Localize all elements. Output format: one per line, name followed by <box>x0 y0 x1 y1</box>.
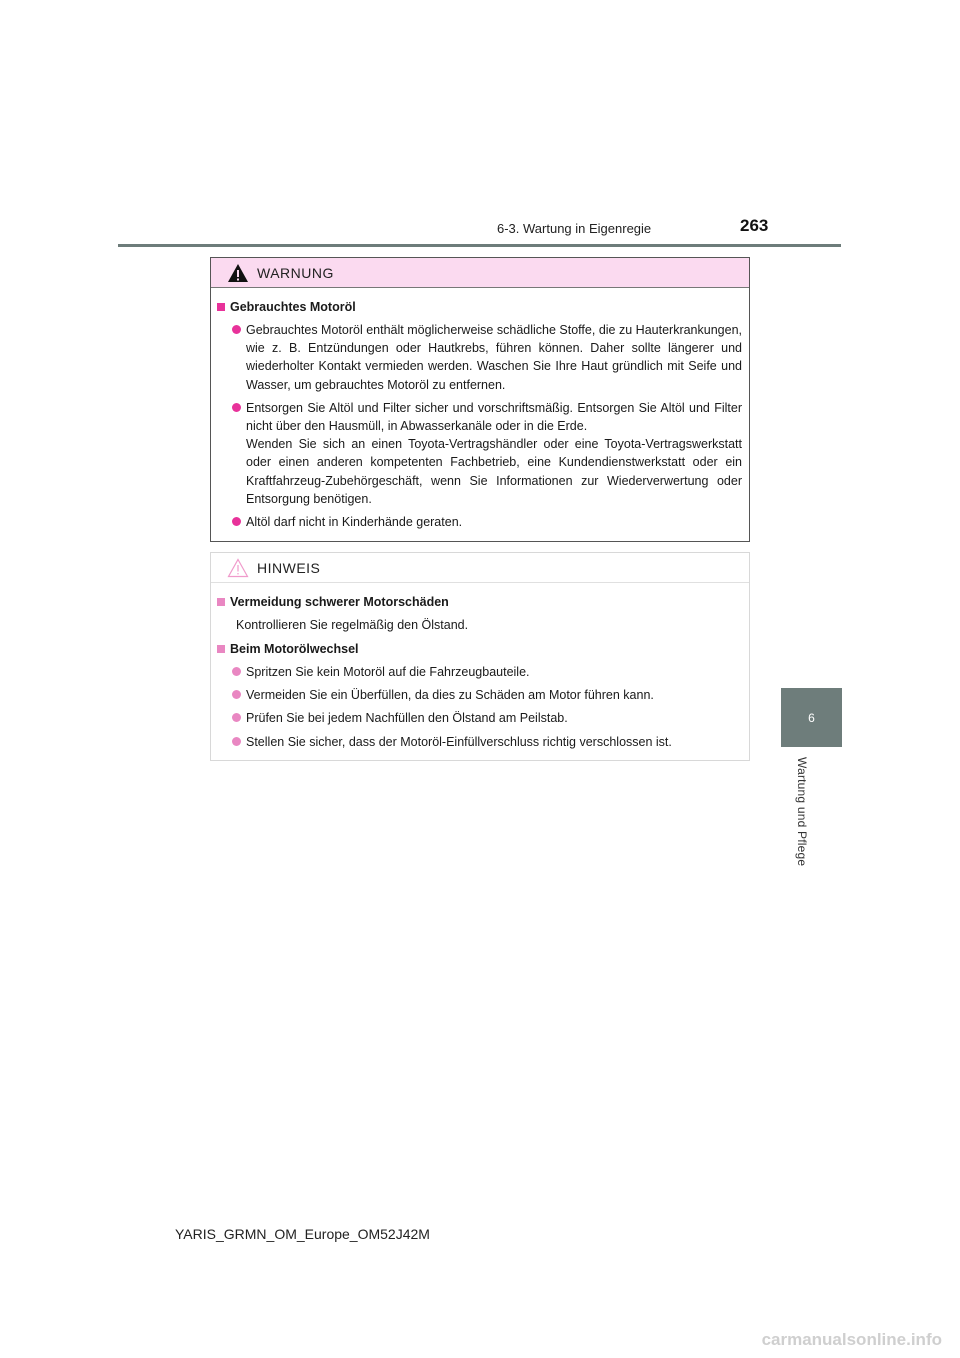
chapter-number: 6 <box>808 710 815 725</box>
list-item <box>217 663 742 681</box>
list-item-text <box>246 399 742 508</box>
list-item-text: Spritzen Sie kein Motoröl auf die Fahrzeugbauteile. <box>246 665 530 679</box>
warning-title: WARNUNG <box>257 264 334 281</box>
notice-section-title <box>217 595 742 609</box>
list-item <box>217 513 742 531</box>
warning-section-title <box>217 300 742 314</box>
watermark: carmanualsonline.info <box>761 1330 942 1349</box>
page-number: 263 <box>740 216 769 235</box>
list-item-text: Altöl darf nicht in Kinderhände geraten. <box>246 515 463 530</box>
warning-header <box>211 258 749 288</box>
notice-header <box>211 553 749 583</box>
list-item <box>217 733 742 751</box>
warning-box <box>210 257 750 542</box>
bullet-dot-icon <box>232 403 241 412</box>
list-item-text: Prüfen Sie bei jedem Nachfüllen den Ölstand am Peilstab. <box>246 711 568 726</box>
notice-section-title <box>217 642 742 656</box>
list-item <box>217 399 742 508</box>
list-item-text-part: Entsorgen Sie Altöl und Filter sicher und vorschriftsmäßig. Entsorgen Sie Altöl und Filter nicht über den Hausmüll, in Abwasserkanäle oder in die Erde. <box>246 400 742 434</box>
list-item-text: Vermeiden Sie ein Überfüllen, da dies zu Schäden am Motor führen kann. <box>246 688 654 703</box>
warning-section-title-text: Gebrauchtes Motoröl <box>230 300 356 314</box>
chapter-label: Wartung und Pflege <box>795 757 809 867</box>
list-item <box>217 709 742 727</box>
square-bullet-icon <box>217 303 225 311</box>
header-divider <box>118 244 841 247</box>
document-id: YARIS_GRMN_OM_Europe_OM52J42M <box>175 1226 430 1242</box>
notice-section-title-text: Beim Motorölwechsel <box>230 642 359 656</box>
warning-triangle-icon <box>227 263 249 283</box>
list-item-text: Gebrauchtes Motoröl enthält möglicherweise schädliche Stoffe, die zu Hauterkrankungen, wie z. B. Entzündungen oder Hautkrebs, führen können. Daher sollte längerer und wiederholter Kontakt vermieden werden. Waschen Sie Ihre Haut gründlich mit Seife und Wasser, um gebrauchtes Motoröl zu entfernen. <box>246 323 742 392</box>
bullet-dot-icon <box>232 690 241 699</box>
list-item-text: Stellen Sie sicher, dass der Motoröl-Einfüllverschluss richtig verschlossen ist. <box>246 734 672 749</box>
bullet-dot-icon <box>232 713 241 722</box>
warning-body <box>211 288 749 531</box>
notice-section-title-text: Vermeidung schwerer Motorschäden <box>230 595 449 609</box>
notice-body <box>211 583 749 751</box>
header-section-title: 6-3. Wartung in Eigenregie <box>497 221 652 236</box>
chapter-tab <box>781 688 842 747</box>
caution-triangle-icon <box>227 558 249 578</box>
bullet-dot-icon <box>232 737 241 746</box>
list-item <box>217 321 742 394</box>
list-item <box>217 686 742 704</box>
bullet-dot-icon <box>232 667 241 676</box>
bullet-dot-icon <box>232 325 241 334</box>
square-bullet-icon <box>217 598 225 606</box>
bullet-dot-icon <box>232 517 241 526</box>
notice-section-text: Kontrollieren Sie regelmäßig den Ölstand. <box>236 618 469 632</box>
square-bullet-icon <box>217 645 225 653</box>
notice-box <box>210 552 750 761</box>
list-item-text-part: Wenden Sie sich an einen Toyota-Vertragshändler oder eine Toyota-Vertragswerkstatt oder einen anderen kompetenten Fachbetrieb, eine Kundendienstwerkstatt oder ein Kraftfahrzeug-Zubehörgeschäft, wenn Sie Informationen zur Wiederverwertung oder Entsorgung benötigen. <box>246 437 742 506</box>
notice-title: HINWEIS <box>257 559 321 576</box>
